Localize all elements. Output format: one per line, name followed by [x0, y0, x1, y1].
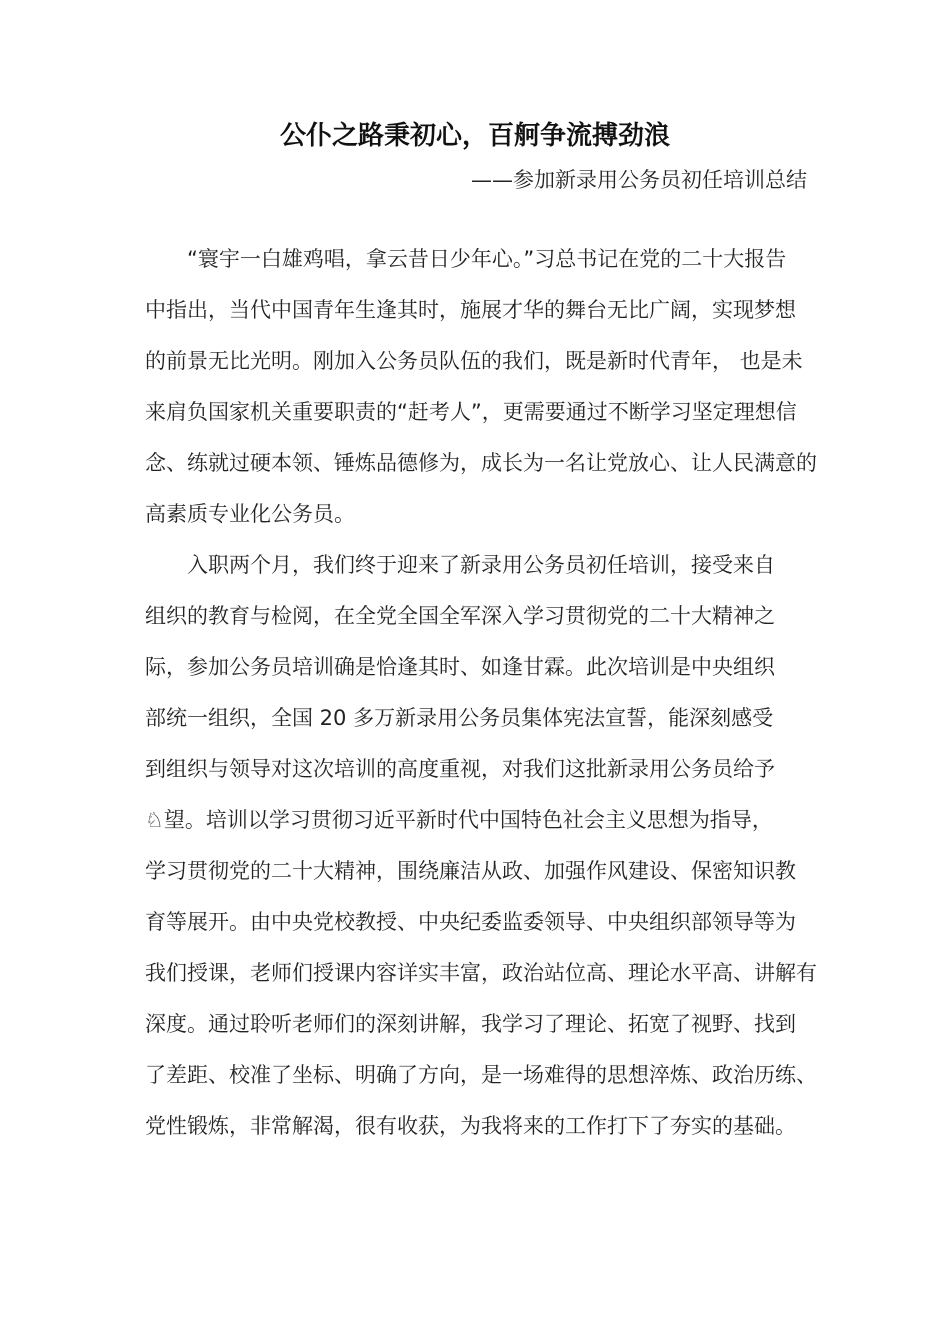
paragraph-line: 际，参加公务员培训确是恰逢其时、如逢甘霖。此次培训是中央组织: [145, 655, 775, 679]
paragraph-line: 了差距、校准了坐标、明确了方向，是一场难得的思想淬炼、政治历练、: [145, 1063, 817, 1087]
paragraph-line: 学习贯彻党的二十大精神，围绕廉洁从政、加强作风建设、保密知识教: [145, 859, 796, 883]
paragraph-line: 来肩负国家机关重要职责的“赶考人”，更需要通过不断学习坚定理想信: [145, 400, 797, 424]
paragraph-line: 入职两个月，我们终于迎来了新录用公务员初任培训，接受来自: [145, 553, 775, 577]
paragraph-2: [145, 540, 815, 1152]
paragraph-line: 组织的教育与检阅，在全党全国全军深入学习贯彻党的二十大精神之: [145, 604, 775, 628]
document-subtitle: ——参加新录用公务员初任培训总结: [471, 168, 807, 192]
document-title: 公仆之路秉初心，百舸争流搏劲浪: [279, 121, 670, 151]
paragraph-line: 的前景无比光明。刚加入公务员队伍的我们，既是新时代青年， 也是未: [145, 349, 803, 373]
paragraph-line: 到组织与领导对这次培训的高度重视，对我们这批新录用公务员给予: [145, 757, 775, 781]
paragraph-line: ♘望。培训以学习贯彻习近平新时代中国特色社会主义思想为指导，: [145, 808, 773, 832]
paragraph-line: 中指出，当代中国青年生逢其时，施展才华的舞台无比广阔，实现梦想: [145, 298, 796, 322]
paragraph-line: 深度。通过聆听老师们的深刻讲解，我学习了理论、拓宽了视野、找到: [145, 1012, 796, 1036]
paragraph-line: 育等展开。由中央党校教授、中央纪委监委领导、中央组织部领导等为: [145, 910, 796, 934]
paragraph-line: 高素质专业化公务员。: [145, 502, 355, 526]
paragraph-line: 我们授课，老师们授课内容详实丰富，政治站位高、理论水平高、讲解有: [145, 961, 817, 985]
paragraph-line: 部统一组织，全国 20 多万新录用公务员集体宪法宣誓，能深刻感受: [145, 706, 774, 730]
paragraph-1: [145, 234, 815, 540]
paragraph-line: 念、练就过硬本领、锤炼品德修为，成长为一名让党放心、让人民满意的: [145, 451, 817, 475]
paragraph-line: 党性锻炼，非常解渴，很有收获，为我将来的工作打下了夯实的基础。: [145, 1114, 796, 1138]
paragraph-line: “寰宇一白雄鸡唱，拿云昔日少年心。”习总书记在党的二十大报告: [145, 247, 787, 271]
